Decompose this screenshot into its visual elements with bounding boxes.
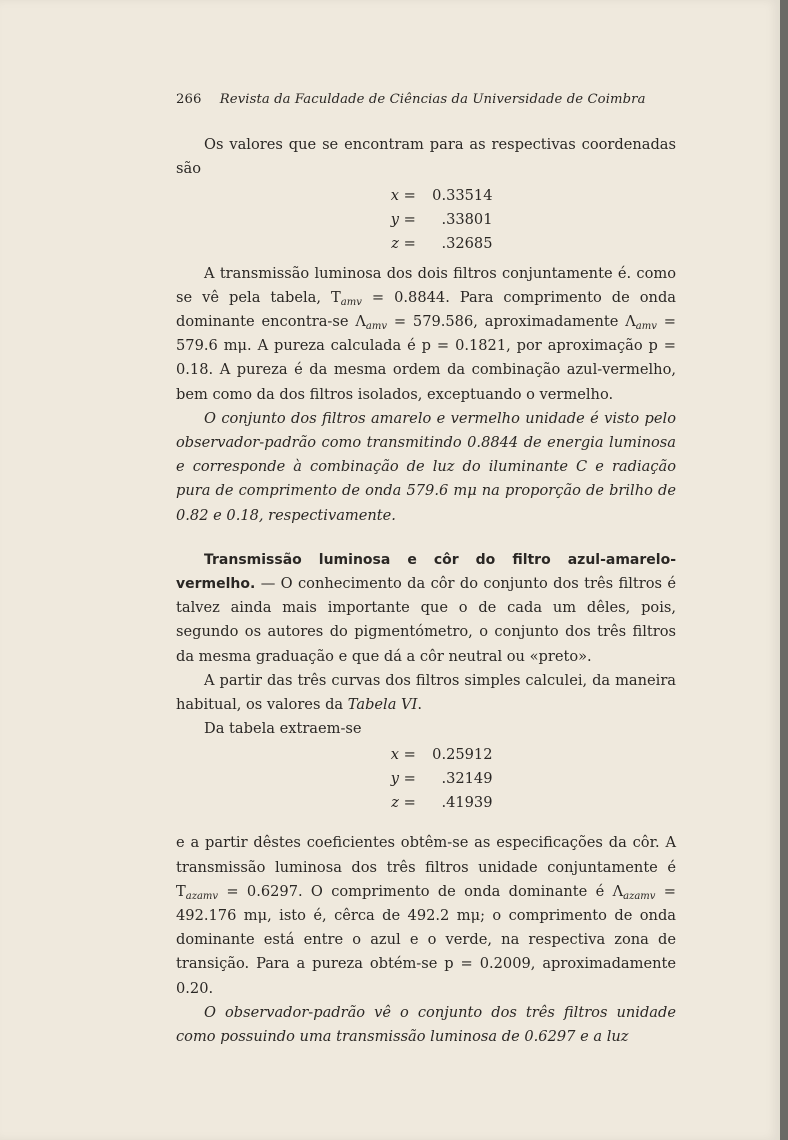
paragraph-italic-conclusion-1: O conjunto dos filtros amarelo e vermelho unidade é visto pelo observador-padrão como transmitindo 0.8844 de energia luminosa e corresponde à combinação de luz do iluminante C e radiação pura de comprimento de onda 579.6 mμ na proporção de brilho de 0.82 e 0.18, respectivamente. [176, 409, 676, 524]
running-header [176, 88, 676, 112]
coordinate-y-1: y = .33801 [390, 210, 493, 228]
paragraph-coordinates-intro: Os valores que se encontram para as respectivas coordenadas são [176, 136, 676, 178]
journal-title: Revista da Faculdade de Ciências da Universidade de Coimbra [219, 92, 646, 107]
paragraph-extracted: Da tabela extraem-se [204, 720, 362, 738]
coordinates-block-1 [381, 184, 676, 256]
coordinate-x-2: x = 0.25912 [390, 746, 493, 764]
paragraph-section-blue-yellow-red: Transmissão luminosa e côr do filtro azul-amarelo-vermelho. — O conhecimento da côr do conjunto dos três filtros é talvez ainda mais importante que o de cada um dêles, pois, segundo os autores do pigmentómetro, o conjunto dos três filtros da mesma graduação e que dá a côr neutral ou «preto». [176, 551, 676, 665]
coordinate-z-1: z = .32685 [391, 234, 493, 252]
table-vi-reference: Tabela VI [347, 696, 418, 714]
coordinates-block-2 [381, 743, 676, 815]
paragraph-transmission: A transmissão luminosa dos dois filtros conjuntamente é. como se vê pela tabela, $T_{amv} = 0.8844$. Para comprimento de onda dominante encontra-se $\Lambda_{amv} = 579.586$, aproximadamente $\Lambda_{amv} = 579.6$ mμ. A pureza calculada é p = 0.1821, por aproximação p = 0.18. A pureza é da mesma ordem da combinação azul-vermelho, bem como da dos filtros isolados, exceptuando o vermelho. [176, 264, 676, 403]
section-heading: Transmissão luminosa e côr do filtro azul-amarelo-vermelho. [176, 551, 676, 593]
coordinate-x-1: x = 0.33514 [390, 186, 493, 204]
page-content [176, 88, 676, 1049]
page-number: 266 [176, 92, 202, 107]
coordinate-y-2: y = .32149 [390, 770, 493, 788]
coordinate-z-2: z = .41939 [391, 794, 493, 812]
page-binding-edge [780, 0, 788, 1140]
paragraph-italic-conclusion-2: O observador-padrão vê o conjunto dos três filtros unidade como possuindo uma transmissão luminosa de 0.6297 e a luz [176, 1003, 676, 1046]
paragraph-table-reference: A partir das três curvas dos filtros simples calculei, da maneira habitual, os valores da Tabela VI. [176, 671, 676, 714]
paragraph-color-specification: e a partir dêstes coeficientes obtêm-se as especificações da côr. A transmissão luminosa dos três filtros unidade conjuntamente é $T_{azamv} = 0.6297$. O comprimento de onda dominante é $\Lambda_{azamv} = 492.176$ mμ, isto é, cêrca de 492.2 mμ; o comprimento de onda dominante está entre o azul e o verde, na respectiva zona de transição. Para a pureza obtém-se p = 0.2009, aproximadamente 0.20. [176, 834, 676, 997]
